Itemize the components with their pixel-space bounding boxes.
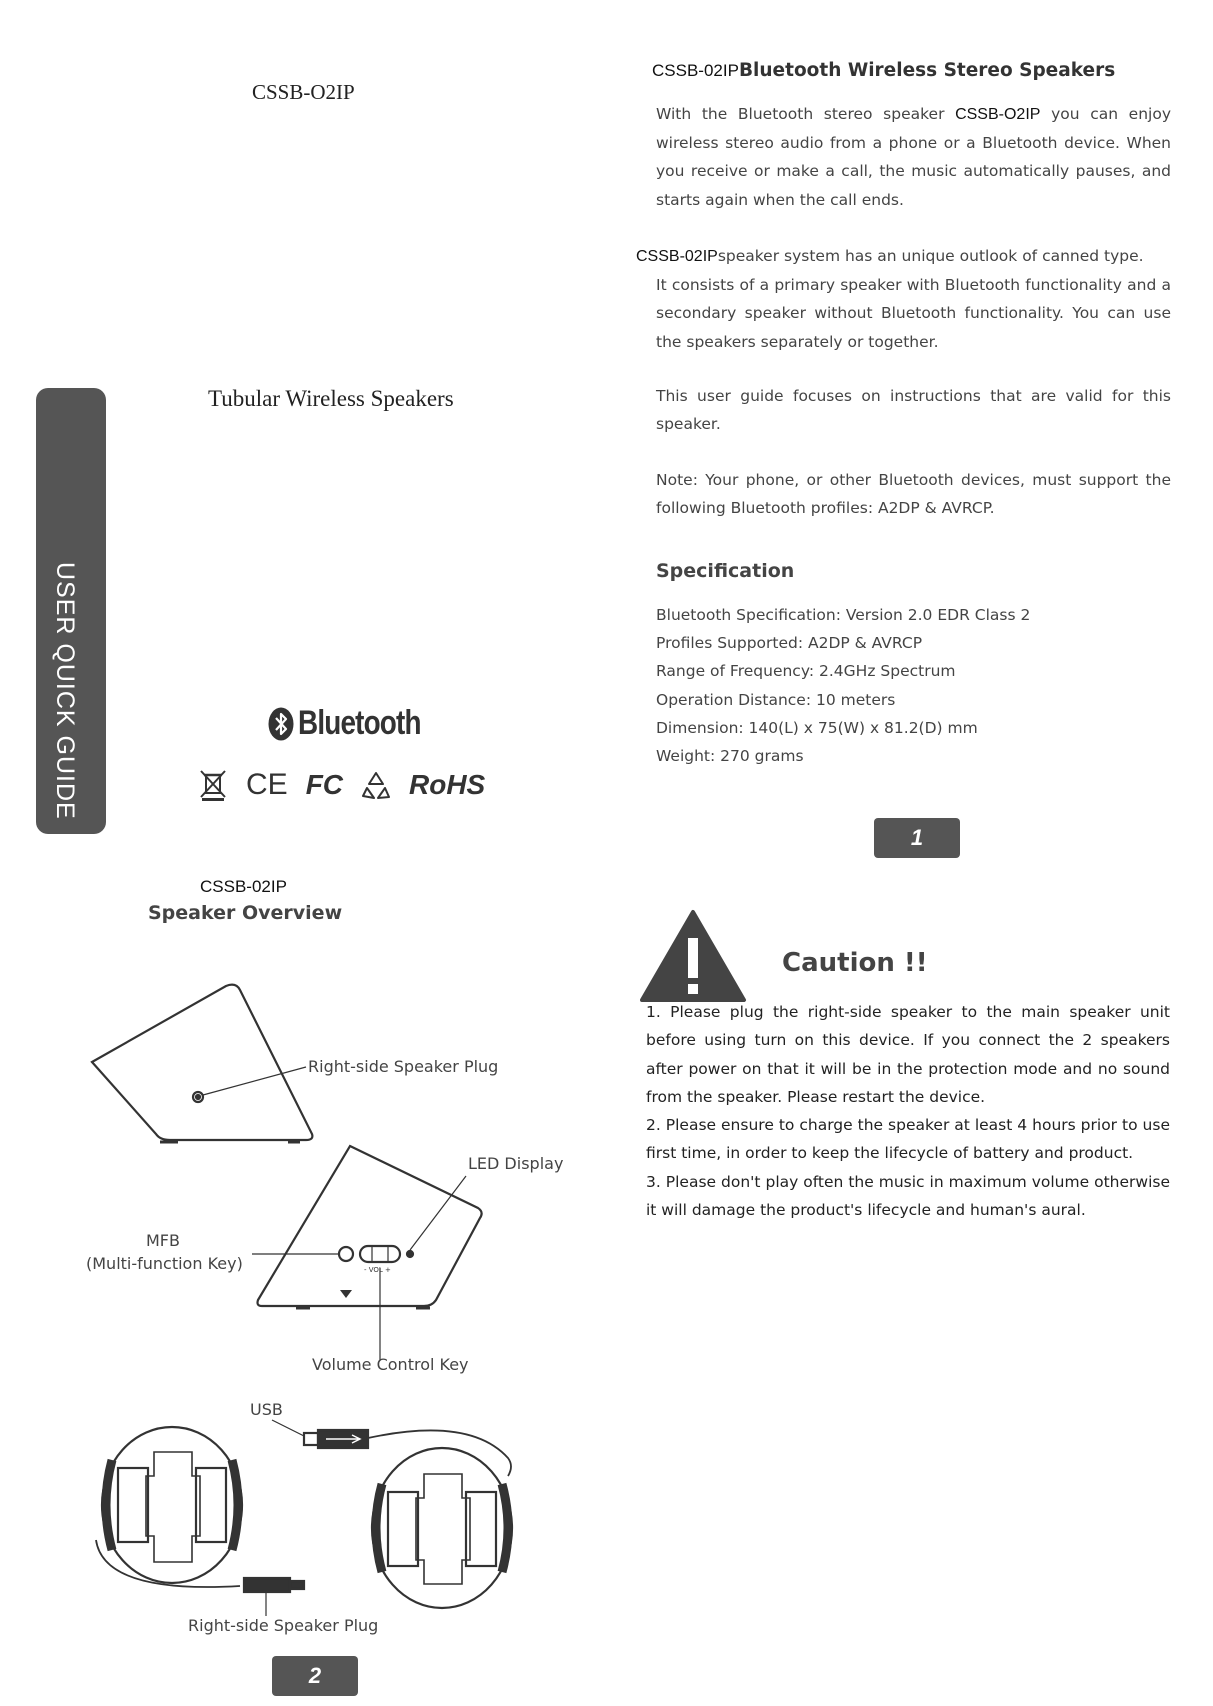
side-tab-label: USER QUICK GUIDE [51, 562, 79, 820]
label-mfb: MFB [146, 1231, 180, 1250]
label-multi-function-key: (Multi-function Key) [86, 1254, 243, 1273]
cover-title: Tubular Wireless Speakers [208, 386, 454, 411]
label-volume-control-key: Volume Control Key [312, 1355, 469, 1374]
page-number-badge: 1 [874, 818, 960, 858]
spec-item: Weight: 270 grams [656, 747, 804, 766]
spec-item: Operation Distance: 10 meters [656, 690, 896, 709]
label-right-side-speaker-plug-bottom: Right-side Speaker Plug [188, 1616, 379, 1635]
p2-model: CSSB-02IP [636, 248, 718, 265]
label-right-side-speaker-plug: Right-side Speaker Plug [308, 1057, 499, 1076]
speaker-control-view [252, 1146, 482, 1360]
label-usb: USB [250, 1400, 283, 1419]
p2-first: speaker system has an unique outlook of canned type. [717, 247, 1144, 265]
speaker-side-view [92, 985, 312, 1142]
overview-model: CSSB-02IP [200, 877, 287, 896]
intro-paragraph-4: Note: Your phone, or other Bluetooth devices, must support the following Bluetooth profiles: A2DP & AVRCP. [656, 471, 1171, 518]
caution-item: 3. Please don't play often the music in maximum volume otherwise it will damage the product's lifecycle and human's aural. [646, 1172, 1170, 1220]
speaker-top-view [96, 1420, 512, 1616]
spec-item: Range of Frequency: 2.4GHz Spectrum [656, 662, 956, 681]
caution-title: Caution !! [782, 948, 928, 978]
spec-item: Bluetooth Specification: Version 2.0 EDR Class 2 [656, 606, 1031, 624]
p2-first-line [636, 242, 1171, 271]
fc-mark: FC [305, 769, 344, 800]
p1-model: CSSB-O2IP [955, 106, 1041, 123]
intro-heading [652, 60, 1115, 81]
vol-marking: - VOL + [364, 1266, 391, 1274]
intro-paragraph-2 [636, 242, 1171, 356]
spec-heading: Specification [656, 560, 795, 582]
label-led-display: LED Display [468, 1154, 564, 1173]
spec-item: Profiles Supported: A2DP & AVRCP [656, 634, 923, 653]
caution-item: 2. Please ensure to charge the speaker at least 4 hours prior to use first time, in order to keep the lifecycle of battery and product. [646, 1116, 1170, 1163]
intro-heading-text: Bluetooth Wireless Stereo Speakers [738, 60, 1116, 81]
ce-mark: CE [246, 768, 288, 801]
spec-list [656, 601, 1030, 770]
intro-paragraph-1 [656, 100, 1171, 214]
caution-list [646, 998, 1170, 1224]
bluetooth-wordmark: Bluetooth [298, 704, 421, 742]
overview-title: Speaker Overview [148, 902, 343, 924]
rohs-mark: RoHS [409, 769, 486, 800]
p2-rest: It consists of a primary speaker with Bluetooth functionality and a secondary speaker without Bluetooth functionality. You can use the speakers separately or together. [656, 276, 1171, 351]
page-number-badge: 2 [272, 1656, 358, 1696]
intro-paragraph-3: This user guide focuses on instructions that are valid for this speaker. [656, 387, 1171, 434]
p1-before: With the Bluetooth stereo speaker [656, 105, 956, 123]
spec-item: Dimension: 140(L) x 75(W) x 81.2(D) mm [656, 718, 978, 737]
warning-icon [638, 908, 748, 1006]
intro-heading-model: CSSB-02IP [652, 61, 739, 80]
cover-model: CSSB-O2IP [252, 80, 355, 104]
p1-after: you can enjoy wireless stereo audio from a phone or a Bluetooth device. When you receive or make a call, the music automatically pauses, and starts again when the call ends. [656, 105, 1171, 209]
caution-item: 1. Please plug the right-side speaker to the main speaker unit before using turn on this device. If you connect the 2 speakers after power on that it will be in the protection mode and no sound from the speaker. Please restart the device. [646, 1003, 1170, 1106]
